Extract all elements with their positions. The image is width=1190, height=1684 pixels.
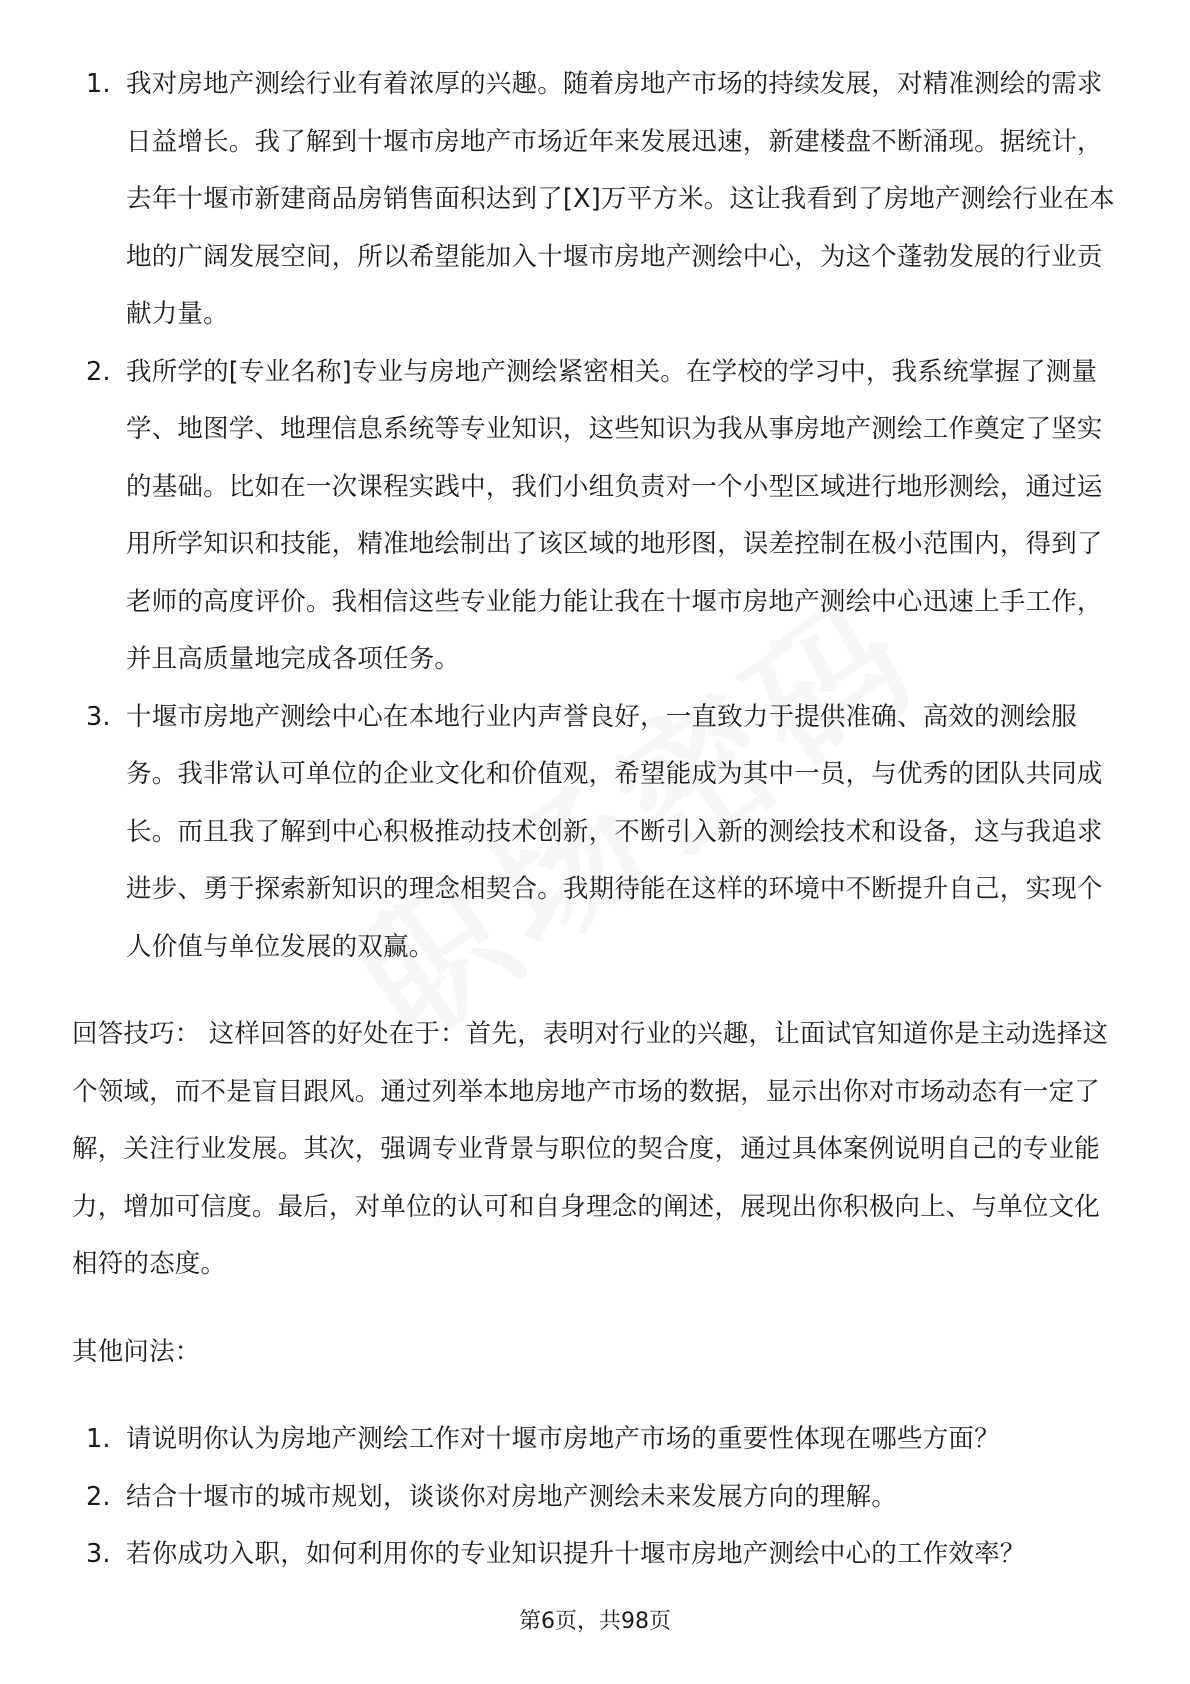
list-item-number: 3. — [86, 1539, 111, 1569]
page-footer: 第6页，共98页 — [519, 1609, 671, 1634]
list-item-text: 十堰市房地产测绘中心在本地行业内声誉良好，一直致力于提供准确、高效的测绘服务。我非常认可单位的企业文化和价值观，希望能成为其中一员，与优秀的团队共同成长。而且我了解到中心积极推动技术创新，不断引入新的测绘技术和设备，这与我追求进步、勇于探索新知识的理念相契合。我期待能在这样的环境中不断提升自己，实现个人价值与单位发展的双赢。 — [126, 701, 1103, 962]
answer-tips-paragraph: 回答技巧： 这样回答的好处在于：首先，表明对行业的兴趣，让面试官知道你是主动选择这个领域，而不是盲目跟风。通过列举本地房地产市场的数据，显示出你对市场动态有一定了解，关注行业发展。其次，强调专业背景与职位的契合度，通过具体案例说明自己的专业能力，增加可信度。最后，对单位的认可和自身理念的阐述，展现出你积极向上、与单位文化相符的态度。 — [72, 1019, 1109, 1279]
list-item-text: 我所学的[专业名称]专业与房地产测绘紧密相关。在学校的学习中，我系统掌握了测量学、地图学、地理信息系统等专业知识，这些知识为我从事房地产测绘工作奠定了坚实的基础。比如在一次课程实践中，我们小组负责对一个小型区域进行地形测绘，通过运用所学知识和技能，精准地绘制出了该区域的地形图，误差控制在极小范围内，得到了老师的高度评价。我相信这些专业能力能让我在十堰市房地产测绘中心迅速上手工作，并且高质量地完成各项任务。 — [126, 356, 1103, 674]
list-item — [72, 1469, 1122, 1527]
list-item-number: 1. — [86, 69, 111, 99]
list-item-number: 1. — [86, 1424, 111, 1454]
list-item — [72, 689, 1122, 977]
list-item-text: 我对房地产测绘行业有着浓厚的兴趣。随着房地产市场的持续发展，对精准测绘的需求日益增长。我了解到十堰市房地产市场近年来发展迅速，新建楼盘不断涌现。据统计，去年十堰市新建商品房销售面积达到了[X]万平方米。这让我看到了房地产测绘行业在本地的广阔发展空间，所以希望能加入十堰市房地产测绘中心，为这个蓬勃发展的行业贡献力量。 — [126, 69, 1115, 329]
list-item — [72, 56, 1122, 344]
list-item-number: 2. — [86, 1481, 111, 1512]
document-content — [72, 56, 1122, 1584]
list-item — [72, 1526, 1122, 1584]
list-item-number: 2. — [86, 356, 111, 387]
answer-list — [72, 56, 1122, 976]
list-item-text: 结合十堰市的城市规划，谈谈你对房地产测绘未来发展方向的理解。 — [126, 1481, 898, 1512]
other-questions-heading: 其他问法： — [72, 1336, 201, 1367]
list-item — [72, 1411, 1122, 1469]
list-item-number: 3. — [86, 701, 111, 732]
list-item — [72, 344, 1122, 689]
list-item-text: 若你成功入职，如何利用你的专业知识提升十堰市房地产测绘中心的工作效率？ — [126, 1539, 1026, 1569]
other-questions-list — [72, 1411, 1122, 1584]
list-item-text: 请说明你认为房地产测绘工作对十堰市房地产市场的重要性体现在哪些方面？ — [126, 1424, 1000, 1454]
